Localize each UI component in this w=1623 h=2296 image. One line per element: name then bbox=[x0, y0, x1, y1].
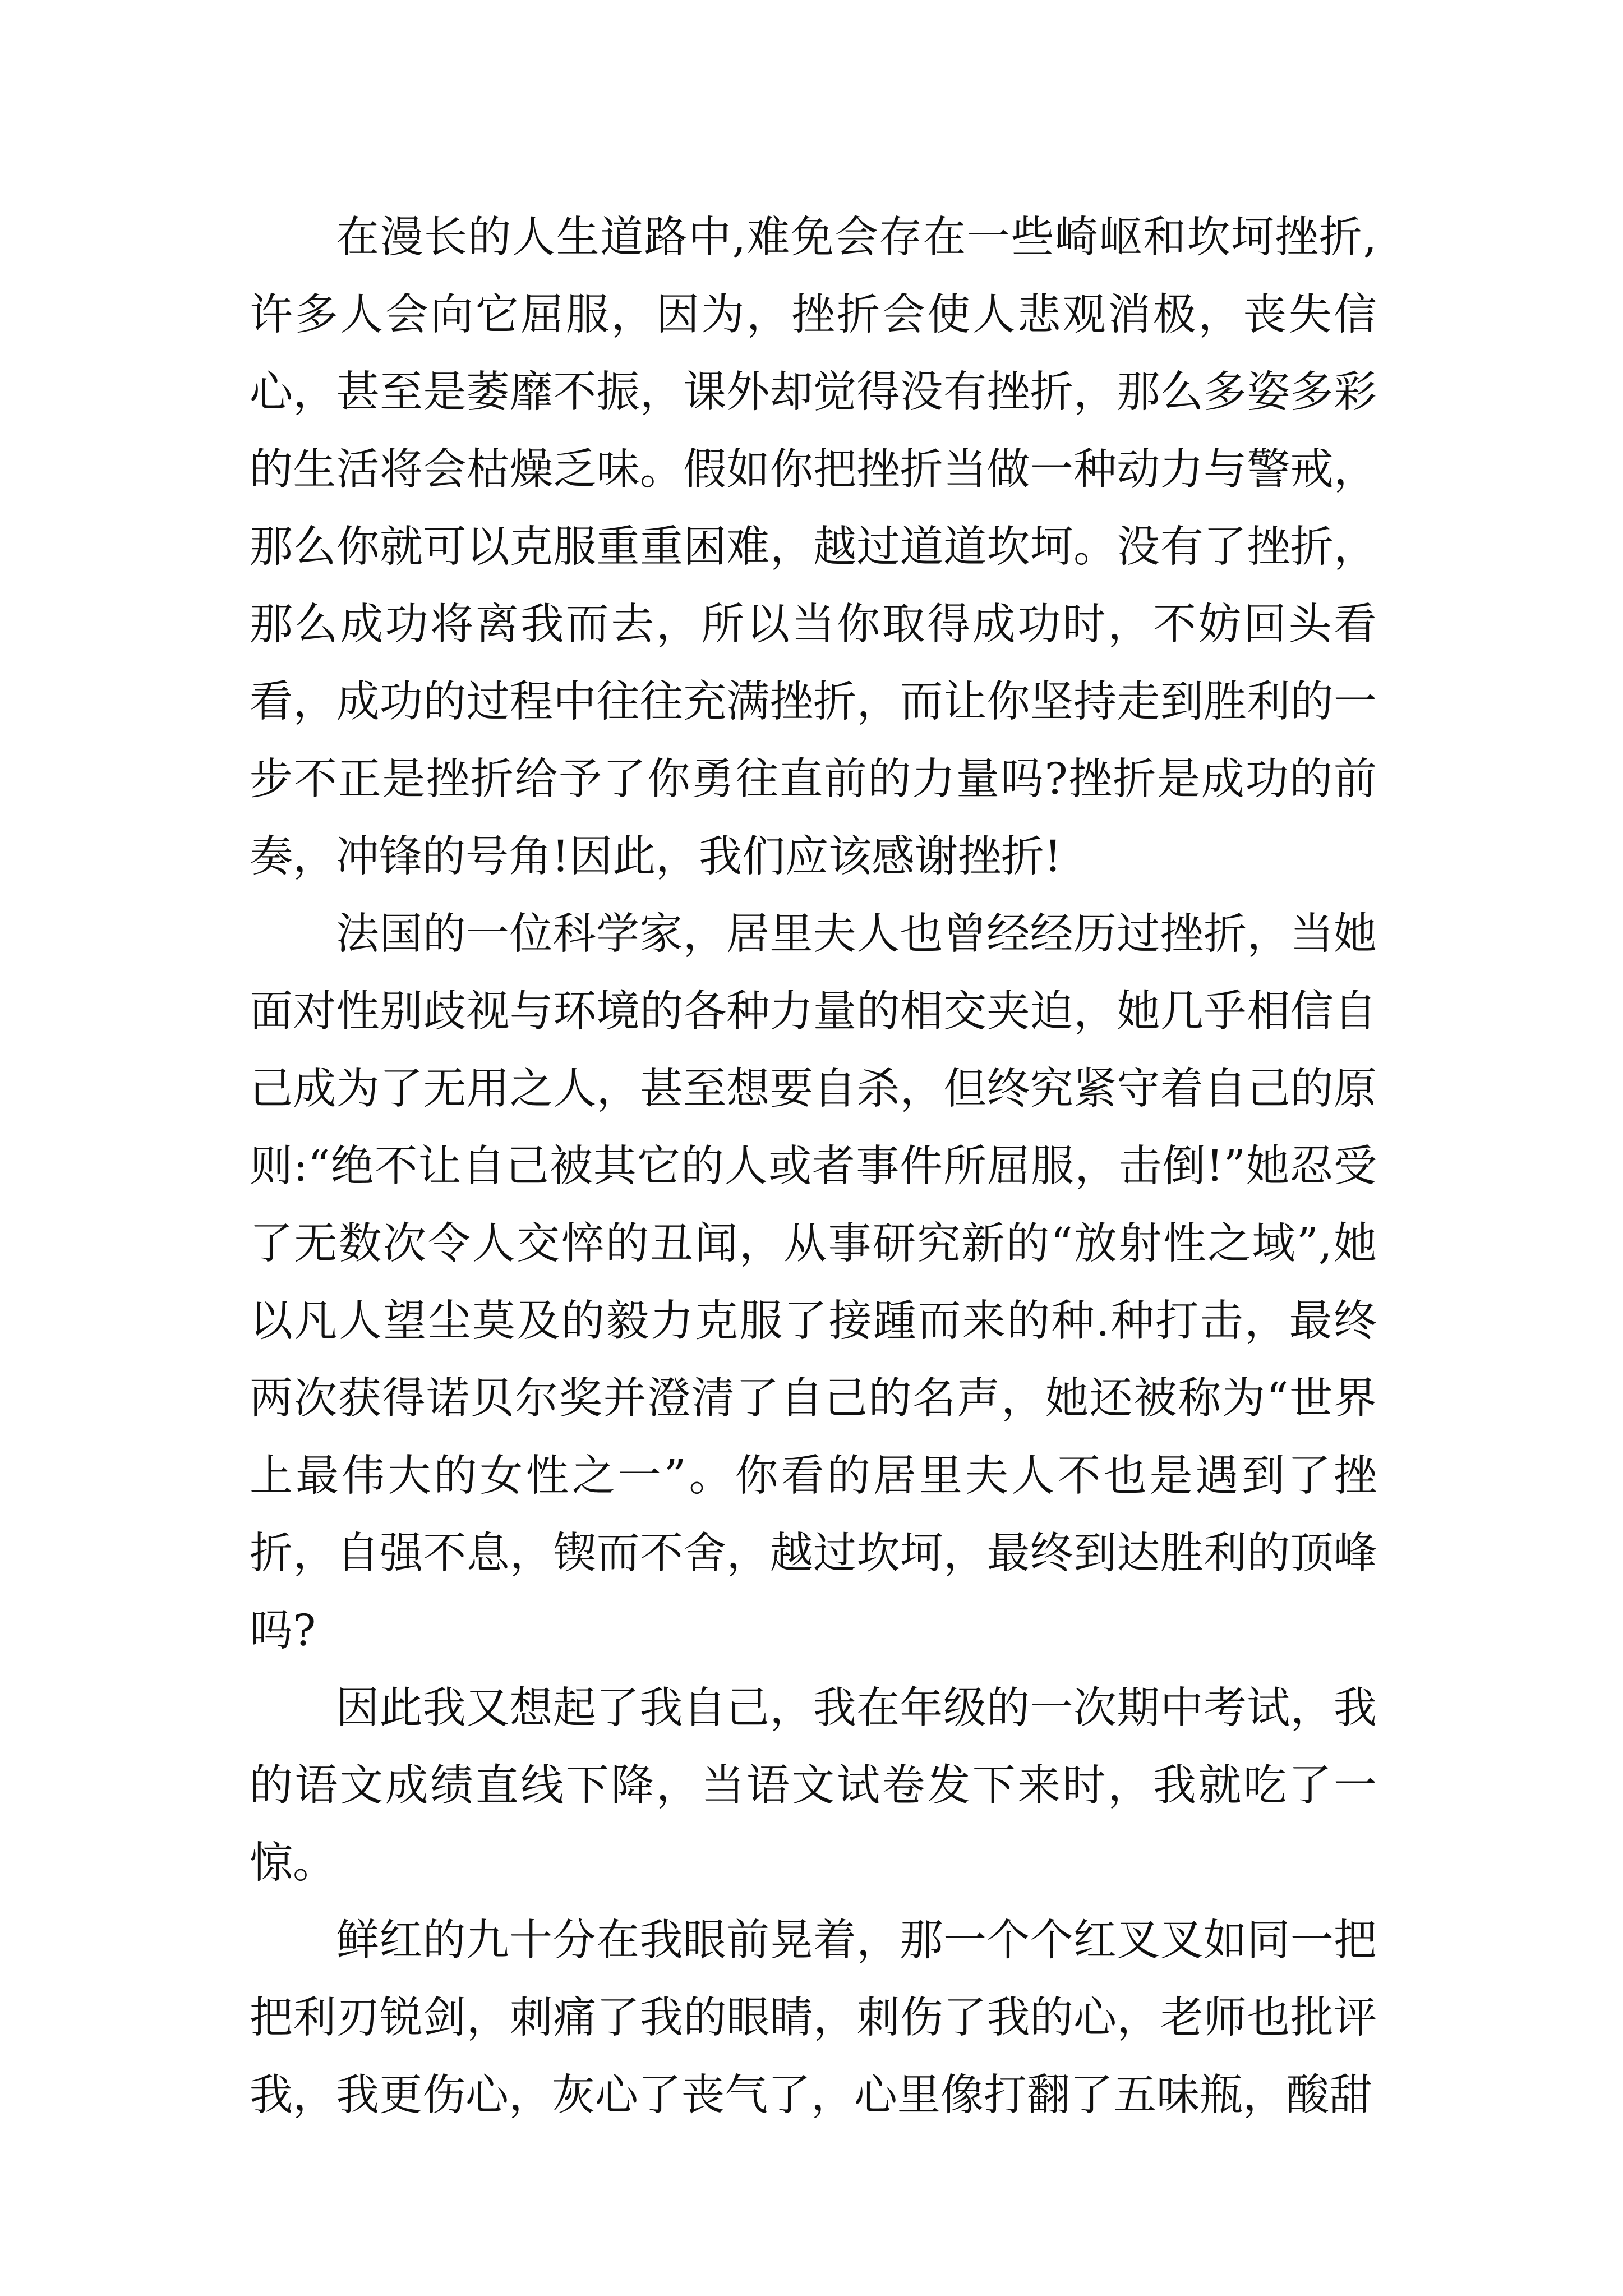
document-body bbox=[250, 199, 1377, 2134]
paragraph: 法国的一位科学家，居里夫人也曾经经历过挫折，当她面对性别歧视与环境的各种力量的相交夹迫，她几乎相信自己成为了无用之人，甚至想要自杀，但终究紧守着自己的原则:“绝不让自己被其它的人或者事件所屈服，击倒!”她忍受了无数次令人交悴的丑闻，从事研究新的“放射性之域”,她以凡人望尘莫及的毅力克服了接踵而来的种.种打击，最终两次获得诺贝尔奖并澄清了自己的名声，她还被称为“世界上最伟大的女性之一”。你看的居里夫人不也是遇到了挫折，自强不息，锲而不舍，越过坎坷，最终到达胜利的顶峰吗? bbox=[250, 909, 1377, 1656]
paragraph: 鲜红的九十分在我眼前晃着，那一个个红叉叉如同一把把利刃锐剑，刺痛了我的眼睛，刺伤了我的心，老师也批评我，我更伤心，灰心了丧气了，心里像打翻了五味瓶，酸甜 bbox=[250, 1916, 1377, 2120]
paragraph: 在漫长的人生道路中,难免会存在一些崎岖和坎坷挫折,许多人会向它屈服，因为，挫折会使人悲观消极，丧失信心，甚至是萎靡不振，课外却觉得没有挫折，那么多姿多彩的生活将会枯燥乏味。假如你把挫折当做一种动力与警戒，那么你就可以克服重重困难，越过道道坎坷。没有了挫折，那么成功将离我而去，所以当你取得成功时，不妨回头看看，成功的过程中往往充满挫折，而让你坚持走到胜利的一步不正是挫折给予了你勇往直前的力量吗?挫折是成功的前奏，冲锋的号角!因此，我们应该感谢挫折! bbox=[250, 213, 1377, 882]
paragraph: 因此我又想起了我自己，我在年级的一次期中考试，我的语文成绩直线下降，当语文试卷发下来时，我就吃了一惊。 bbox=[250, 1683, 1377, 1888]
